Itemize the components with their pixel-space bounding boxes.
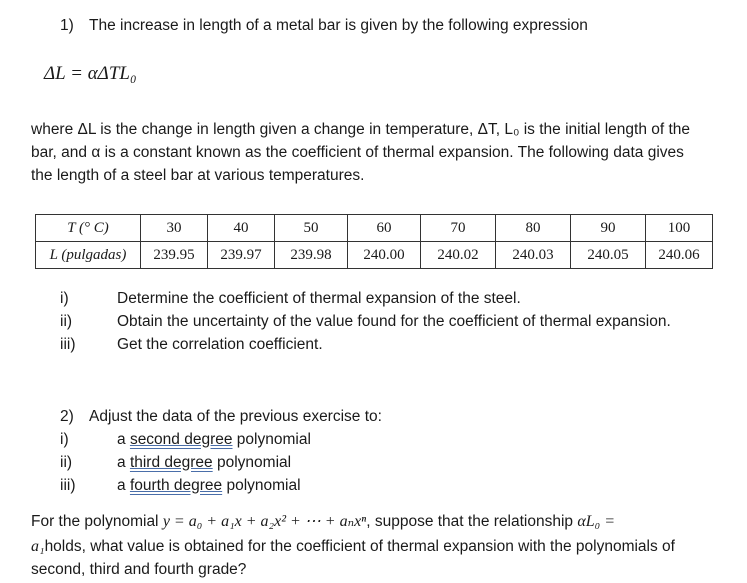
q2-item-degree: fourth degree xyxy=(129,477,223,494)
q2-item-text xyxy=(117,476,301,496)
q1-item-text: Get the correlation coefficient. xyxy=(117,336,323,353)
table-cell: 30 xyxy=(141,215,208,242)
q2-item-prefix: a xyxy=(117,454,130,471)
row-label-temperature: T (° C) xyxy=(36,215,141,242)
description-line-3: the length of a steel bar at various temperatures. xyxy=(31,167,365,184)
table-cell: 240.03 xyxy=(496,242,571,269)
final-paragraph-line-3: second, third and fourth grade? xyxy=(31,561,247,578)
table-cell: 90 xyxy=(571,215,646,242)
q1-item-text: Obtain the uncertainty of the value found for the coefficient of thermal expansion. xyxy=(117,313,671,330)
q1-item-marker: i) xyxy=(60,290,69,307)
final-text-line-2: holds, what value is obtained for the coefficient of thermal expansion with the polynomials of xyxy=(44,538,675,555)
final-paragraph-line-2 xyxy=(31,537,675,557)
q2-item-text xyxy=(117,430,311,450)
table-cell: 50 xyxy=(275,215,348,242)
table-cell: 80 xyxy=(496,215,571,242)
row-label-length: L (pulgadas) xyxy=(36,242,141,269)
question-1-statement: The increase in length of a metal bar is given by the following expression xyxy=(89,17,588,34)
q1-item-marker: ii) xyxy=(60,313,73,330)
table-cell: 240.06 xyxy=(646,242,713,269)
table-row xyxy=(36,215,713,242)
table-cell: 40 xyxy=(208,215,275,242)
q1-item-marker: iii) xyxy=(60,336,76,353)
description-line-2: bar, and α is a constant known as the coefficient of thermal expansion. The following data gives xyxy=(31,144,684,161)
q2-item-suffix: polynomial xyxy=(232,431,311,448)
polynomial-expression: y = a₀ + a₁x + a₂x² + ⋯ + aₙxⁿ xyxy=(162,513,367,530)
final-text-a: For the polynomial xyxy=(31,513,163,530)
table-cell: 239.95 xyxy=(141,242,208,269)
q1-item-text: Determine the coefficient of thermal expansion of the steel. xyxy=(117,290,521,307)
question-2-statement: Adjust the data of the previous exercise to: xyxy=(89,408,382,425)
table-cell: 70 xyxy=(421,215,496,242)
q2-item-suffix: polynomial xyxy=(212,454,292,471)
question-1-number: 1) xyxy=(60,17,74,34)
coefficient-a1: a₁ xyxy=(31,538,45,555)
table-row xyxy=(36,242,713,269)
relationship-expression: αL₀ = xyxy=(577,513,615,530)
final-paragraph-line-1 xyxy=(31,512,615,532)
table-cell: 239.98 xyxy=(275,242,348,269)
thermal-expansion-equation: ΔL = αΔTL₀ xyxy=(44,63,137,84)
table-cell: 240.05 xyxy=(571,242,646,269)
q2-item-marker: ii) xyxy=(60,454,73,471)
q2-item-marker: iii) xyxy=(60,477,76,494)
table-cell: 60 xyxy=(348,215,421,242)
q2-item-prefix: a xyxy=(117,477,130,494)
q2-item-degree: second degree xyxy=(129,431,233,448)
q2-item-degree: third degree xyxy=(129,454,213,471)
table-cell: 240.02 xyxy=(421,242,496,269)
final-text-b: , suppose that the relationship xyxy=(366,513,578,530)
temperature-length-table xyxy=(35,214,713,269)
table-cell: 239.97 xyxy=(208,242,275,269)
q2-item-text xyxy=(117,453,291,473)
description-line-1: where ΔL is the change in length given a change in temperature, ΔT, L₀ is the initial length of the xyxy=(31,121,691,138)
q2-item-prefix: a xyxy=(117,431,130,448)
table-cell: 100 xyxy=(646,215,713,242)
q2-item-marker: i) xyxy=(60,431,69,448)
q2-item-suffix: polynomial xyxy=(222,477,301,494)
question-2-number: 2) xyxy=(60,408,74,425)
table-cell: 240.00 xyxy=(348,242,421,269)
